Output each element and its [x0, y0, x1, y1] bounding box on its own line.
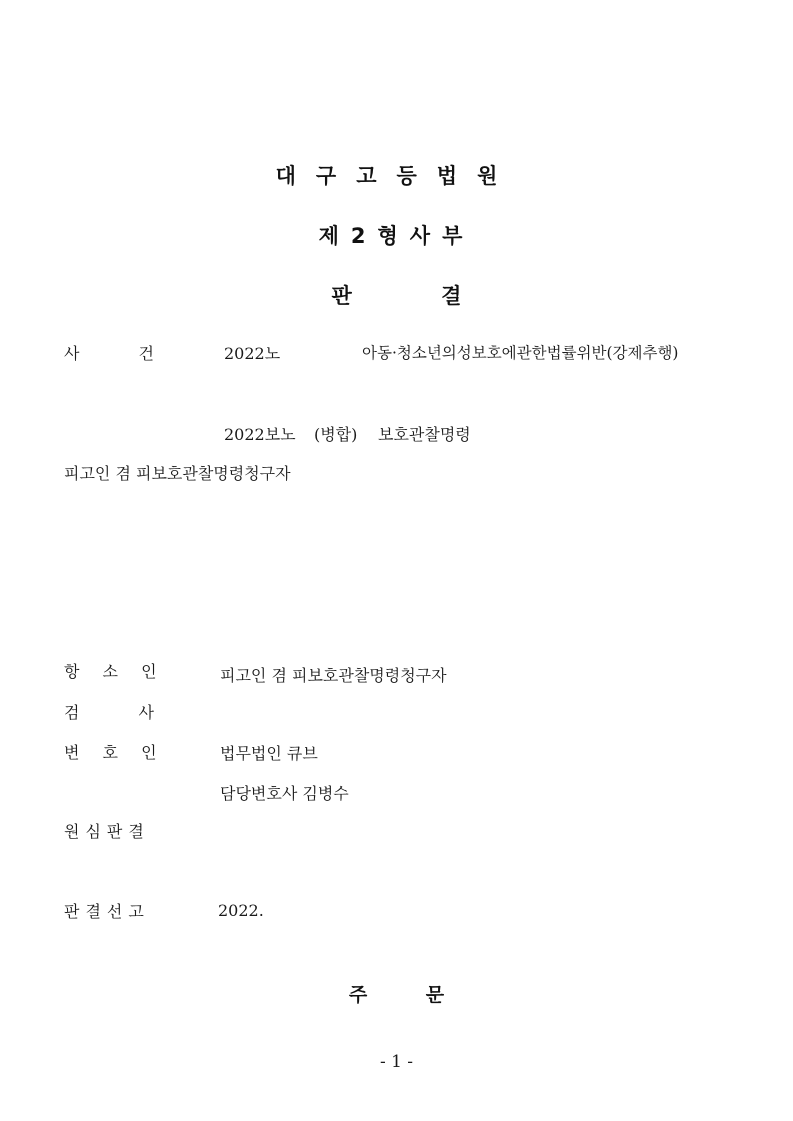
- counsel-label: 변 호 인: [64, 743, 157, 762]
- counsel-firm: 법무법인 큐브: [220, 744, 318, 763]
- case-charge: 아동·청소년의성보호에관한법률위반(강제추행): [362, 344, 679, 362]
- case-merged-tag: (병합): [314, 425, 358, 444]
- document-type: 판 결: [331, 284, 462, 308]
- case-number: 2022노: [224, 344, 281, 363]
- sentencing-date: 2022.: [218, 901, 264, 920]
- case-label: 사 건: [64, 344, 154, 363]
- counsel-lawyer: 담당변호사 김병수: [220, 784, 349, 803]
- sentencing-label: 판결선고: [64, 902, 150, 921]
- division-name: 제2형사부: [318, 224, 475, 248]
- order-heading: 주 문: [348, 984, 445, 1006]
- defendant-label: 피고인 겸 피보호관찰명령청구자: [64, 464, 291, 483]
- appellant-label: 항 소 인: [64, 662, 157, 681]
- lower-court-label: 원심판결: [64, 822, 150, 841]
- court-name: 대구고등법원: [275, 164, 518, 188]
- appellant-value: 피고인 겸 피보호관찰명령청구자: [220, 666, 447, 685]
- case-number-secondary: 2022보노: [224, 425, 296, 444]
- case-charge-secondary: 보호관찰명령: [378, 425, 471, 444]
- page-number: - 1 -: [379, 1052, 414, 1072]
- prosecutor-label: 검 사: [64, 703, 154, 722]
